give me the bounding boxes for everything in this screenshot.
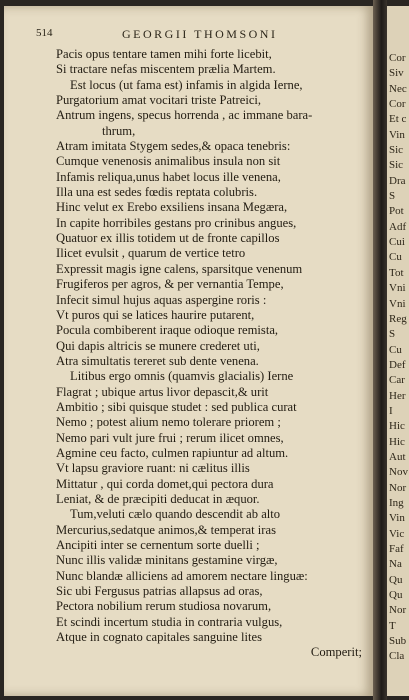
- text-line: Pocula combiberent iraque odioque remista,: [56, 323, 279, 338]
- poem-text: [56, 47, 374, 661]
- text-line: Frugiferos per agros, & per vernantia Tempe,: [56, 277, 284, 292]
- text-line: Pectora nobilium rerum studiosa novarum,: [56, 599, 272, 614]
- left-page: [4, 6, 373, 696]
- facing-page-fragment: Car: [389, 374, 405, 387]
- facing-page-fragment: Cui: [389, 236, 405, 249]
- facing-page-fragment: Ing: [389, 496, 404, 509]
- facing-page-fragment: Qu: [389, 589, 403, 602]
- facing-page-fragment: Cor: [389, 98, 406, 111]
- text-line: Atram imitata Stygem sedes,& opaca tenebris:: [56, 139, 291, 154]
- facing-page-fragment: Vin: [389, 128, 405, 141]
- running-head: GEORGII THOMSONI: [122, 27, 278, 41]
- text-line: Si tractare nefas miscentem prælia Martem.: [56, 62, 276, 77]
- facing-page-fragment: Qu: [389, 573, 403, 586]
- facing-page-fragment: Vni: [389, 297, 406, 310]
- facing-page-fragment: Nec: [389, 82, 407, 95]
- facing-page-fragment: Aut: [389, 450, 406, 463]
- facing-page-fragment: Cor: [389, 52, 406, 64]
- facing-page-fragment: S: [389, 328, 396, 341]
- text-line: Antrum ingens, specus horrenda , ac immane bara-: [56, 108, 313, 123]
- facing-page-fragment: Siv: [389, 67, 404, 80]
- text-line: Ilicet evulsit , quarum de vertice tetro: [56, 246, 246, 261]
- facing-page-fragment: Vic: [389, 527, 405, 540]
- text-line: Atra simultatis tereret sub dente venena.: [56, 353, 259, 368]
- text-line: Comperit;: [310, 645, 362, 660]
- text-line: In capite horribiles gestans pro crinibus angues,: [56, 215, 297, 230]
- facing-page-fragment: Adf: [389, 220, 407, 233]
- text-line: Hinc velut ex Erebo exsiliens insana Megæra,: [56, 200, 288, 215]
- text-line: Quatuor ex illis totidem ut de fronte capillos: [56, 231, 280, 246]
- text-line: Nemo pari vult jure frui ; rerum ilicet omnes,: [56, 430, 284, 445]
- facing-page-fragment: Hic: [389, 420, 405, 433]
- facing-page-fragment: Dra: [389, 174, 406, 187]
- text-line: Mittatur , qui corda domet,qui pectora dura: [56, 476, 274, 491]
- text-line: Et scindi incertum studia in contraria vulgus,: [56, 614, 283, 629]
- page-header: [36, 27, 370, 43]
- text-line: Vt puros qui se latices haurire putarent,: [56, 307, 255, 322]
- text-line: Infecit simul hujus aquas aspergine roris :: [56, 292, 267, 307]
- facing-page-fragment: Pot: [389, 205, 404, 218]
- facing-page-fragment: Sub: [389, 635, 407, 648]
- text-line: Nunc blandæ alliciens ad amorem nectare linguæ:: [56, 568, 308, 583]
- book-gutter: [373, 0, 387, 700]
- text-line: Illa una est sedes fœdis reptata colubris.: [56, 185, 258, 200]
- text-line: Purgatorium amat vocitari triste Patreici,: [56, 93, 262, 108]
- facing-page-fragment: Her: [389, 389, 406, 402]
- facing-page-fragment: Cla: [389, 650, 405, 663]
- text-line: Nemo ; potest alium nemo tolerare priorem ;: [56, 415, 281, 430]
- facing-page-fragment: Nor: [389, 604, 407, 617]
- facing-page-fragment: Vni: [389, 282, 406, 295]
- facing-page-fragment: Nor: [389, 481, 407, 494]
- text-line: Ancipiti inter se cernentum sorte duelli ;: [56, 538, 260, 552]
- text-line: Cumque venenosis animalibus insula non sit: [56, 154, 281, 169]
- facing-page-fragment: S: [389, 190, 396, 203]
- text-line: Vt lapsu graviore ruant: ni cælitus illis: [56, 461, 250, 476]
- facing-page-fragment: Hic: [389, 435, 405, 448]
- facing-page-fragment: Sic: [389, 159, 404, 172]
- facing-page-fragment: Et c: [389, 113, 407, 126]
- text-line: thrum,: [102, 123, 136, 138]
- page-number: 514: [36, 27, 53, 39]
- facing-page-fragments: [389, 51, 409, 665]
- text-line: Tum,veluti cælo quando descendit ab alto: [70, 507, 281, 522]
- text-line: Atque in cognato capitales sanguine lites: [56, 630, 262, 645]
- facing-page-fragment: Cu: [389, 343, 402, 356]
- text-line: Ambitio ; sibi quisque studet : sed publica curat: [56, 399, 297, 414]
- text-line: Pacis opus tentare tamen mihi forte licebit,: [56, 47, 272, 61]
- facing-page-fragment: Tot: [389, 266, 404, 279]
- text-line: Infamis reliqua,unus habet locus ille venena,: [56, 169, 281, 184]
- text-line: Qui dapis altricis se munere crederet uti,: [56, 338, 260, 353]
- facing-page-fragment: Sic: [389, 144, 404, 157]
- facing-page-fragment: T: [389, 619, 396, 632]
- facing-page-fragment: Def: [389, 358, 406, 371]
- text-line: Flagrat ; ubique artus livor depascit,& urit: [56, 384, 269, 399]
- text-line: Leniat, & de præcipiti deducat in æquor.: [56, 491, 260, 506]
- facing-page: [387, 6, 409, 696]
- facing-page-fragment: Faf: [389, 543, 404, 555]
- facing-page-fragment: Cu: [389, 251, 402, 264]
- text-line: Nunc illis validæ minitans gestamine virgæ,: [56, 553, 278, 568]
- text-line: Litibus ergo omnis (quamvis glacialis) Ierne: [70, 369, 294, 384]
- facing-page-fragment: Na: [389, 558, 402, 571]
- text-line: Est locus (ut fama est) infamis in algida Ierne,: [70, 77, 303, 92]
- facing-page-fragment: Vin: [389, 512, 405, 525]
- text-line: Sic ubi Fergusus patrias allapsus ad oras,: [56, 584, 263, 599]
- text-line: Agmine ceu facto, culmen rapiuntur ad altum.: [56, 445, 289, 460]
- facing-page-fragment: Reg: [389, 312, 407, 325]
- text-line: Expressit magis igne calens, sparsitque venenum: [56, 261, 303, 276]
- facing-page-fragment: I: [389, 404, 393, 417]
- text-line: Mercurius,sedatque animos,& temperat iras: [56, 522, 276, 537]
- facing-page-fragment: Nov: [389, 466, 408, 479]
